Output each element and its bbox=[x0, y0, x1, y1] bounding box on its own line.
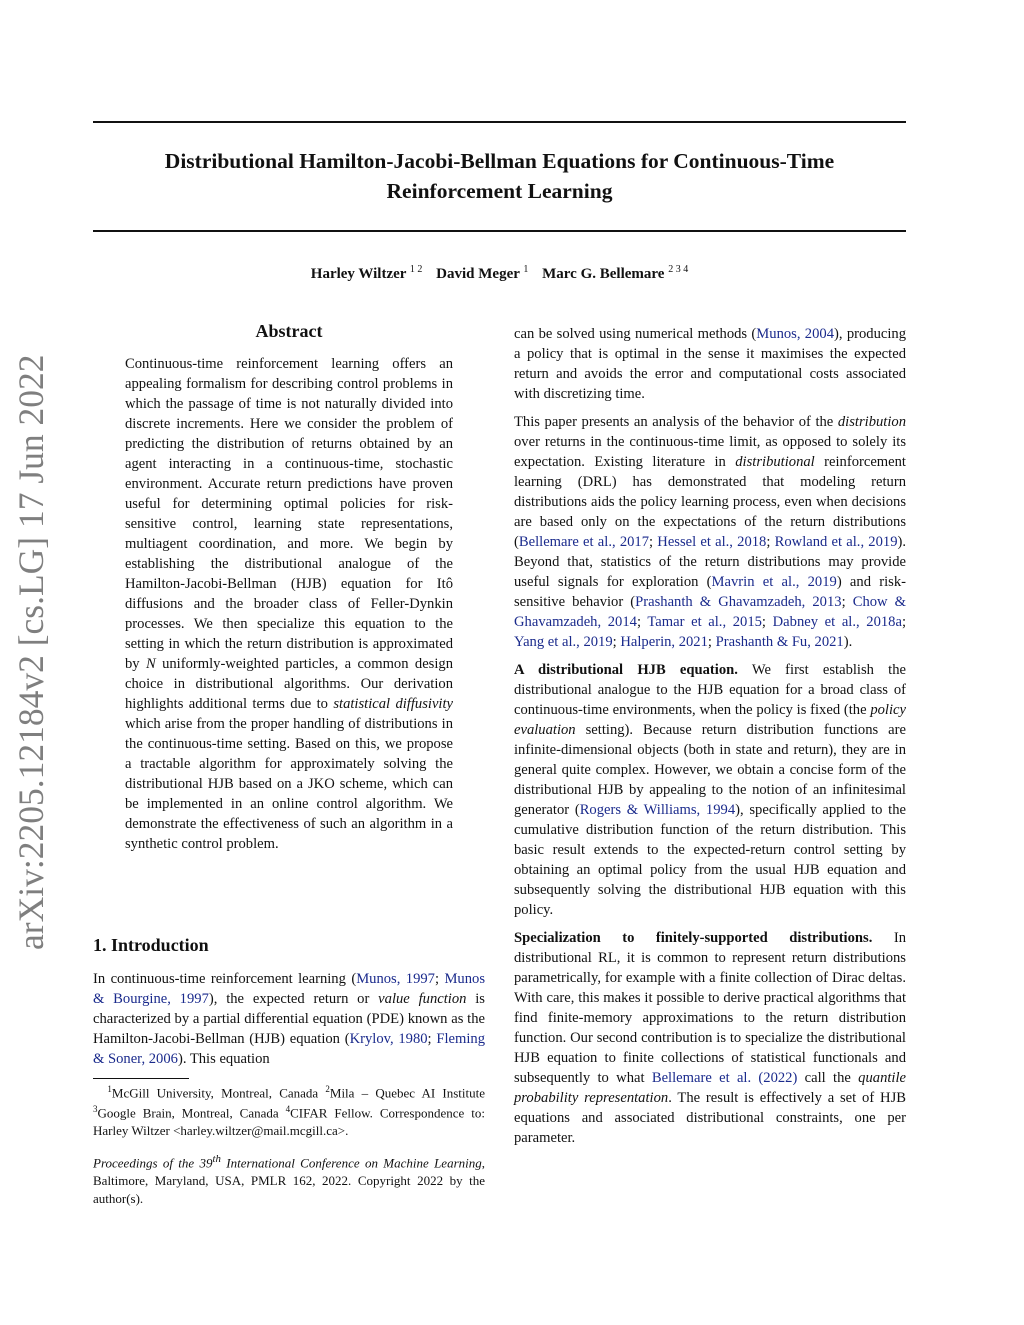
abstract-text: Continuous-time reinforcement learning offers an appealing formalism for describing control problems in which the passage of time is not naturally divided into discrete increments. Here we consider the problem of predicting the distribution of returns obtained by an agent interacting in a continuous-time, stochastic environment. Accurate return predictions have proven useful for determining optimal policies for risk-sensitive control, learning state representations, multiagent coordination, and more. We begin by establishing the distributional analogue of the Hamilton-Jacobi-Bellman (HJB) equation for Itô diffusions and the broader class of Feller-Dynkin processes. We then specialize this equation to the setting in which the return distribution is approximated by N uniformly-weighted particles, a common design choice in distributional algorithms. Our derivation highlights additional terms due to statistical diffusivity which arise from the proper handling of distributions in the continuous-time setting. Based on this, we propose a tractable algorithm for approximately solving the distributional HJB based on a JKO scheme, which can be implemented in an online control algorithm. We demonstrate the effectiveness of such an algorithm in a synthetic control problem. bbox=[125, 356, 454, 852]
paragraph-heading: Specialization to finitely-supported distributions. bbox=[514, 930, 873, 946]
proceedings-note: Proceedings of the 39th International Conference on Machine Learning, Baltimore, Maryland, USA, PMLR 162, 2022. Copyright 2022 by the author(s). bbox=[93, 1153, 486, 1207]
section-heading-introduction: 1. Introduction bbox=[93, 935, 209, 955]
title-line-2: Reinforcement Learning bbox=[386, 179, 613, 203]
citation-link[interactable]: Bellemare et al., 2017 bbox=[518, 534, 650, 550]
introduction-paragraph: In continuous-time reinforcement learning (Munos, 1997; Munos & Bourgine, 1997), the expected return or value function is characterized by a partial differential equation (PDE) known as the Hamilton-Jacobi-Bellman (HJB) equation (Krylov, 1980; Fleming & Soner, 2006). This equation bbox=[93, 971, 485, 1067]
abstract-heading: Abstract bbox=[255, 321, 323, 341]
title-bottom-rule bbox=[93, 230, 906, 232]
title-top-rule bbox=[93, 121, 906, 123]
paragraph-heading: A distributional HJB equation. bbox=[514, 662, 738, 678]
citation-link[interactable]: Halperin, 2021 bbox=[620, 634, 708, 650]
citation-link[interactable]: Dabney et al., 2018a bbox=[772, 614, 902, 630]
author-1-affiliation: 1 2 bbox=[409, 264, 423, 275]
citation-link[interactable]: Munos, 2004 bbox=[756, 326, 834, 342]
citation-link[interactable]: Munos, 1997 bbox=[356, 971, 435, 987]
citation-link[interactable]: Krylov, 1980 bbox=[349, 1031, 428, 1047]
citation-link[interactable]: Fleming & Soner, 2006 bbox=[93, 1031, 485, 1067]
author-3-affiliation: 2 3 4 bbox=[668, 264, 689, 275]
citation-link[interactable]: Prashanth & Ghavamzadeh, 2013 bbox=[635, 594, 842, 610]
paragraph: can be solved using numerical methods (Munos, 2004), producing a policy that is optimal in the sense it maximises the expected return and avoids the error and computational costs associated with discretizing time. bbox=[514, 326, 906, 402]
right-column bbox=[514, 324, 906, 1156]
citation-link[interactable]: Bellemare et al. (2022) bbox=[651, 1070, 798, 1086]
author-1: Harley Wiltzer $^{1 2}$ bbox=[310, 264, 423, 282]
citation-link[interactable]: Chow & Ghavamzadeh, 2014 bbox=[514, 594, 907, 630]
footnote-divider bbox=[93, 1078, 189, 1079]
paragraph: Specialization to finitely-supported distributions. In distributional RL, it is common to represent return distributions parametrically, for example with a finite collection of Dirac deltas. With care, this makes it possible to derive practical algorithms that find finite-memory approximations to the return distribution function. Our second contribution is to specialize the distributional HJB equation to finite collections of statistical functionals and subsequently to what Bellemare et al. (2022) call the quantile probability representation. The result is effectively a set of HJB equations and associated distributional constraints, one per parameter. bbox=[514, 930, 907, 1146]
citation-link[interactable]: Yang et al., 2019 bbox=[514, 634, 613, 650]
title-line-1: Distributional Hamilton-Jacobi-Bellman Equations for Continuous-Time bbox=[164, 149, 835, 173]
arxiv-identifier-stamp: arXiv:2205.12184v2 [cs.LG] 17 Jun 2022 bbox=[11, 354, 51, 950]
citation-link[interactable]: Prashanth & Fu, 2021 bbox=[715, 634, 844, 650]
author-2-affiliation: 1 bbox=[523, 264, 529, 275]
paragraph: A distributional HJB equation. We first establish the distributional analogue to the HJB equation for a broad class of continuous-time environments, when the policy is fixed (the policy evaluation setting). Because return distribution functions are infinite-dimensional objects (both in state and return), they are in general quite complex. However, we obtain a concise form of the distributional HJB by appealing to the notion of an infinitesimal generator (Rogers & Williams, 1994), specifically applied to the cumulative distribution function of the return distribution. This basic result extends to the expected-return control setting by obtaining an optimal policy from the usual HJB equation and subsequently solving the distributional HJB equation with this policy. bbox=[514, 662, 906, 918]
author-list bbox=[93, 264, 906, 283]
citation-link[interactable]: Rowland et al., 2019 bbox=[774, 534, 898, 550]
citation-link[interactable]: Hessel et al., 2018 bbox=[657, 534, 767, 550]
citation-link[interactable]: Mavrin et al., 2019 bbox=[711, 574, 837, 590]
citation-link[interactable]: Tamar et al., 2015 bbox=[647, 614, 762, 630]
paragraph: This paper presents an analysis of the behavior of the distribution over returns in the continuous-time limit, as opposed to solely its expectation. Existing literature in distributional reinforcement learning (DRL) has demonstrated that modeling return distributions aids the policy learning process, even when decisions are based only on the expectations of the return distributions (Bellemare et al., 2017; Hessel et al., 2018; Rowland et al., 2019). Beyond that, statistics of the return distributions may provide useful signals for exploration (Mavrin et al., 2019) and risk-sensitive behavior (Prashanth & Ghavamzadeh, 2013; Chow & Ghavamzadeh, 2014; Tamar et al., 2015; Dabney et al., 2018a; Yang et al., 2019; Halperin, 2021; Prashanth & Fu, 2021). bbox=[514, 414, 907, 650]
citation-link[interactable]: Munos & Bourgine, 1997 bbox=[93, 971, 485, 1007]
author-3: Marc G. Bellemare $^{2 3 4}$ bbox=[542, 264, 689, 282]
citation-link[interactable]: Rogers & Williams, 1994 bbox=[579, 802, 736, 818]
author-2: David Meger $^1$ bbox=[436, 264, 529, 282]
affiliation-footnote: $^1$McGill University, Montreal, Canada $^2$Mila – Quebec AI Institute $^3$Google Brain, Montreal, Canada $^4$CIFAR Fellow. Correspondence to: Harley Wiltzer <harley.wiltzer@mail.mcgill.ca>. bbox=[93, 1084, 486, 1138]
paper-title bbox=[93, 146, 906, 206]
